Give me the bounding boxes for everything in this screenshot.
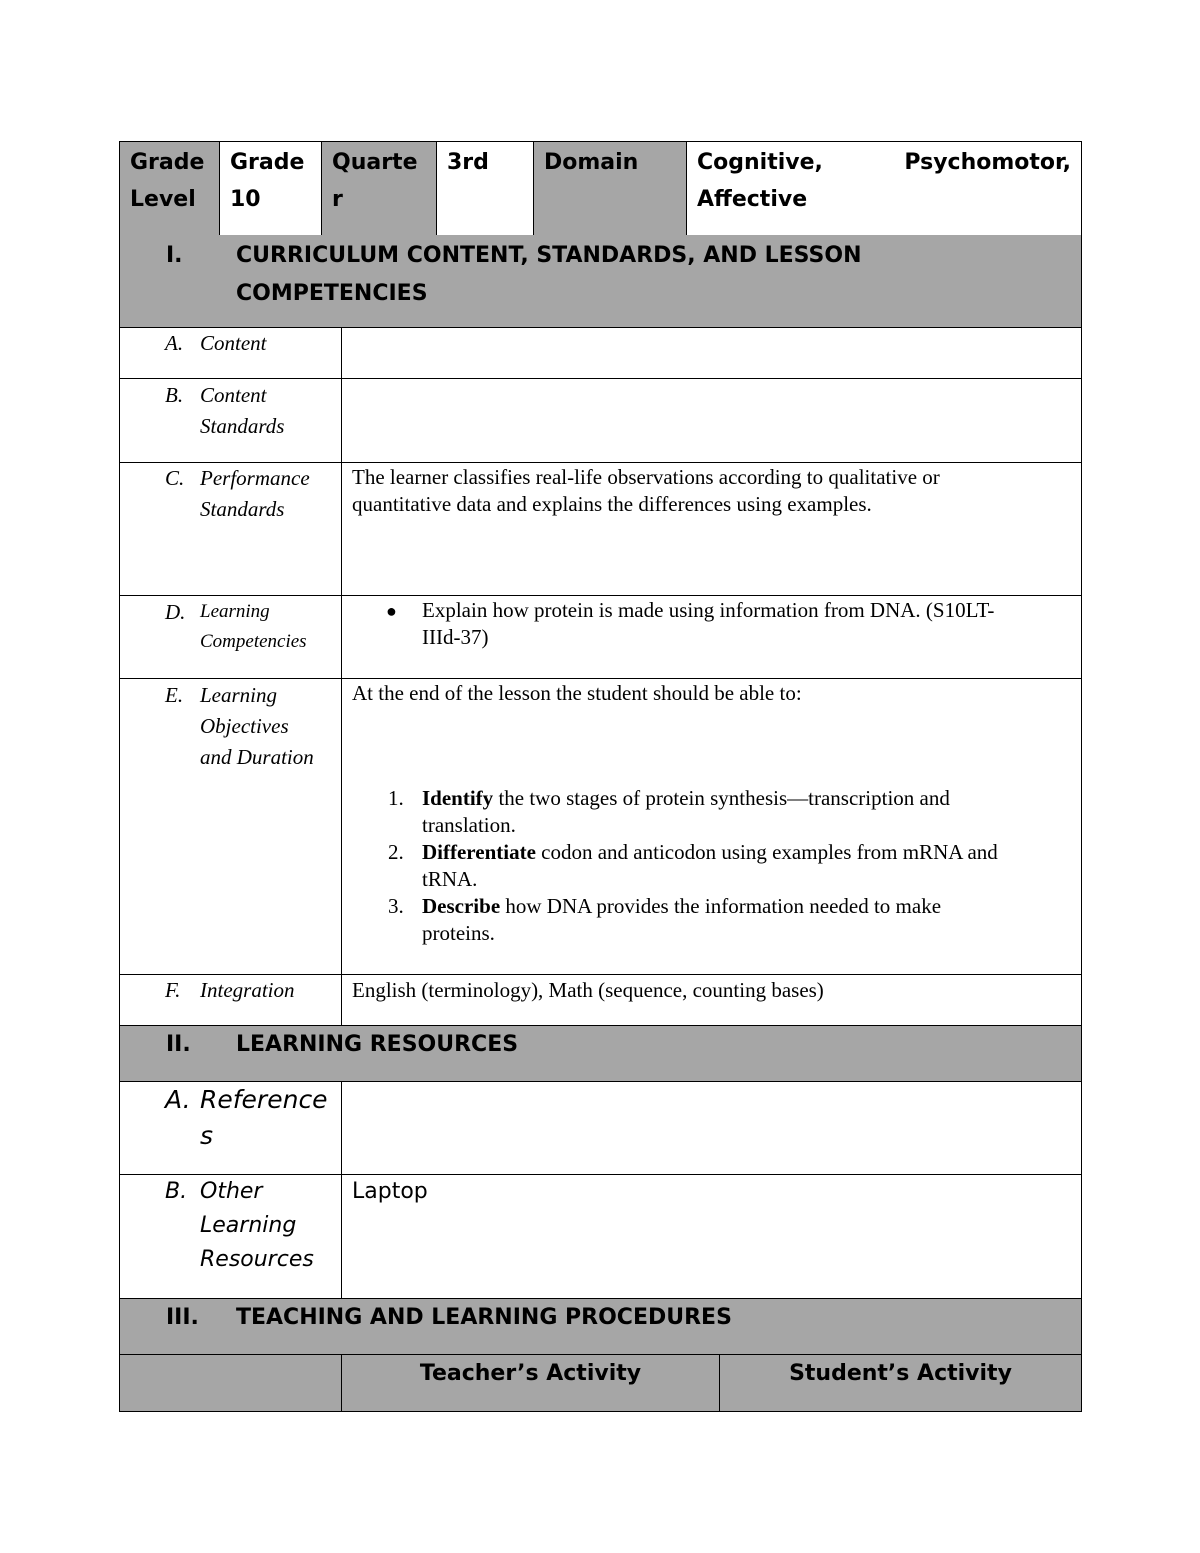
learning-competencies-label-1: Learning	[200, 601, 270, 622]
performance-standards-value-cell	[341, 463, 1081, 595]
integration-value-cell	[341, 975, 1081, 1025]
domain-value-affective: Affective	[697, 187, 808, 212]
domain-label-cell	[533, 142, 686, 235]
integration-label: Integration	[200, 978, 295, 1002]
row-references	[120, 1082, 1081, 1175]
objective-text: how DNA provides the information needed to make	[500, 894, 942, 918]
performance-standards-label-1: Performance	[200, 466, 310, 490]
row-content-standards	[120, 379, 1081, 463]
objective-verb: Differentiate	[422, 840, 536, 864]
lesson-table	[119, 235, 1082, 1412]
performance-standards-letter: C.	[165, 466, 185, 490]
other-resources-value: Laptop	[352, 1179, 428, 1204]
objective-text-cont: translation.	[422, 813, 516, 837]
row-learning-objectives	[120, 679, 1081, 975]
row-integration	[120, 975, 1081, 1026]
quarter-label: Quarter	[332, 150, 418, 212]
content-standards-label-cell	[120, 379, 341, 462]
references-label-cell	[120, 1082, 341, 1174]
learning-objectives-intro: At the end of the lesson the student should be able to:	[352, 681, 802, 705]
content-standards-label-1: Content	[200, 383, 267, 407]
domain-value-cognitive: Cognitive,	[697, 150, 823, 175]
row-learning-competencies	[120, 596, 1081, 679]
performance-standards-text-2: quantitative data and explains the differences using examples.	[352, 492, 872, 516]
grade-value-cell	[219, 142, 321, 235]
content-standards-value-cell	[341, 379, 1081, 462]
performance-standards-label-2: Standards	[200, 497, 285, 521]
references-label-1: Reference	[200, 1085, 328, 1114]
objective-text: codon and anticodon using examples from mRNA and	[535, 840, 998, 864]
objective-text-cont: tRNA.	[422, 867, 478, 891]
teacher-activity-cell	[341, 1355, 719, 1411]
row-performance-standards	[120, 463, 1081, 596]
integration-label-cell	[120, 975, 341, 1025]
content-label: Content	[200, 331, 267, 355]
learning-competencies-label-cell	[120, 596, 341, 678]
content-letter: A.	[165, 331, 184, 355]
other-resources-label-2: Learning	[200, 1213, 297, 1238]
other-resources-letter: B.	[165, 1179, 188, 1204]
section-2-title: LEARNING RESOURCES	[236, 1032, 519, 1057]
learning-objectives-letter: E.	[165, 683, 184, 707]
header-table	[119, 141, 1082, 236]
learning-objectives-label-2: Objectives	[200, 714, 289, 738]
quarter-value: 3rd	[447, 150, 489, 175]
section-1-title-line1: CURRICULUM CONTENT, STANDARDS, AND LESSON	[236, 243, 862, 268]
quarter-value-cell	[436, 142, 533, 235]
domain-value-psychomotor: Psychomotor,	[904, 150, 1071, 175]
learning-objectives-label-cell	[120, 679, 341, 974]
objective-number: 1.	[388, 786, 404, 810]
objective-number: 3.	[388, 894, 404, 918]
content-value-cell	[341, 328, 1081, 378]
row-content	[120, 328, 1081, 379]
objective-text-cont: proteins.	[422, 921, 495, 945]
performance-standards-text-1: The learner classifies real-life observations according to qualitative or	[352, 465, 940, 489]
learning-competencies-letter: D.	[165, 600, 186, 624]
activity-blank-cell	[120, 1355, 341, 1411]
student-activity-header: Student’s Activity	[789, 1361, 1012, 1386]
section-1-title-line2: COMPETENCIES	[236, 281, 428, 306]
content-standards-label-2: Standards	[200, 414, 285, 438]
bullet-icon: ●	[386, 601, 397, 621]
section-3-header	[120, 1299, 1081, 1355]
learning-objectives-value-cell	[341, 679, 1081, 974]
performance-standards-label-cell	[120, 463, 341, 595]
student-activity-cell	[719, 1355, 1081, 1411]
row-other-resources	[120, 1175, 1081, 1299]
objective-text: the two stages of protein synthesis—transcription and	[493, 786, 950, 810]
quarter-label-cell	[321, 142, 436, 235]
objective-verb: Identify	[422, 786, 494, 810]
learning-objectives-label-3: and Duration	[200, 745, 314, 769]
learning-competency-text-2: IIId-37)	[422, 625, 489, 649]
section-3-title: TEACHING AND LEARNING PROCEDURES	[236, 1305, 732, 1330]
references-letter: A.	[165, 1085, 191, 1114]
section-1-header	[120, 235, 1081, 328]
content-standards-letter: B.	[165, 383, 184, 407]
learning-competency-text-1: Explain how protein is made using information from DNA. (S10LT-	[422, 598, 995, 622]
domain-value-cell	[686, 142, 1081, 235]
grade-level-label: Grade Level	[130, 150, 205, 212]
integration-text: English (terminology), Math (sequence, counting bases)	[352, 978, 824, 1002]
section-2-header	[120, 1026, 1081, 1082]
section-2-numeral: II.	[166, 1032, 191, 1057]
references-value-cell	[341, 1082, 1081, 1174]
grade-level-label-cell	[120, 142, 219, 235]
other-resources-label-3: Resources	[200, 1247, 314, 1272]
activity-header-row	[120, 1355, 1081, 1411]
objective-verb: Describe	[422, 894, 501, 918]
other-resources-value-cell	[341, 1175, 1081, 1298]
references-label-2: s	[200, 1121, 214, 1150]
section-3-numeral: III.	[166, 1305, 199, 1330]
integration-letter: F.	[165, 978, 181, 1002]
content-label-cell	[120, 328, 341, 378]
grade-value: Grade 10	[230, 150, 305, 212]
other-resources-label-cell	[120, 1175, 341, 1298]
domain-label: Domain	[544, 150, 639, 175]
learning-competencies-label-2: Competencies	[200, 631, 307, 652]
learning-objectives-label-1: Learning	[200, 683, 278, 707]
learning-competencies-value-cell	[341, 596, 1081, 678]
objective-number: 2.	[388, 840, 404, 864]
other-resources-label-1: Other	[200, 1179, 263, 1204]
section-1-numeral: I.	[166, 243, 183, 268]
teacher-activity-header: Teacher’s Activity	[419, 1361, 642, 1386]
